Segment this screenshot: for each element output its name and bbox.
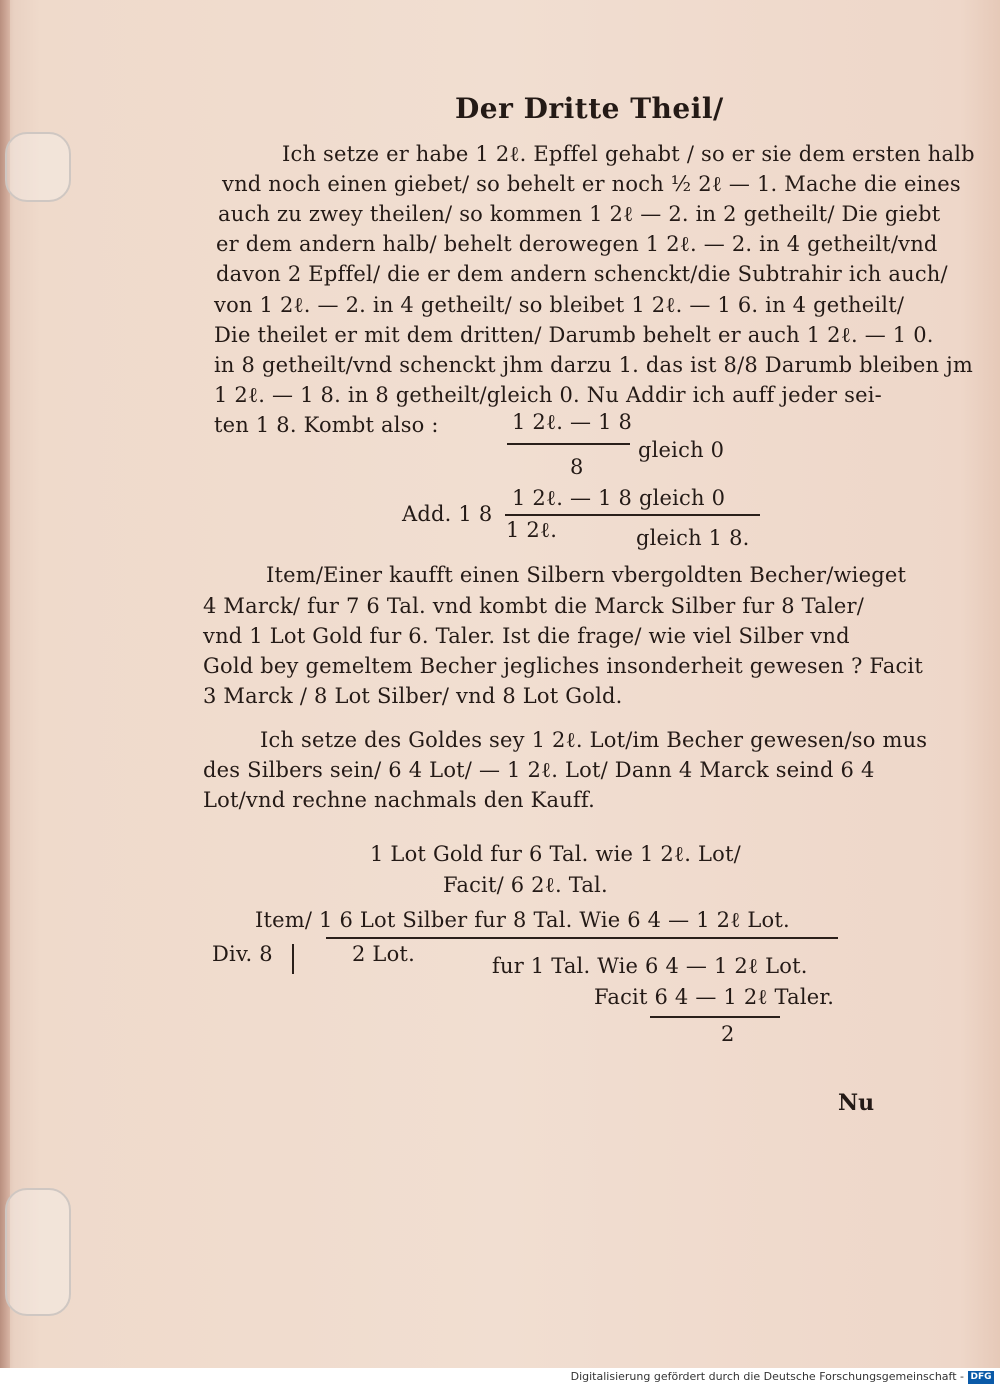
text-line: 1 2ℓ. — 1 8. in 8 getheilt/gleich 0. Nu Addir ich auff jeder sei- (214, 383, 882, 407)
facit-rule (650, 1016, 780, 1018)
equation-denominator: 8 (570, 455, 584, 479)
div-bar (292, 944, 294, 974)
text-line: davon 2 Epffel/ die er dem andern schenckt/die Subtrahir ich auch/ (216, 262, 948, 286)
calc-line: Facit 6 4 — 1 2ℓ Taler. (594, 985, 835, 1009)
dfg-logo-icon: DFG (968, 1371, 994, 1384)
add-label: Add. 1 8 (402, 502, 493, 526)
calc-line: Facit/ 6 2ℓ. Tal. (443, 873, 608, 897)
text-line: des Silbers sein/ 6 4 Lot/ — 1 2ℓ. Lot/ Dann 4 Marck seind 6 4 (203, 758, 875, 782)
page-clip-top (5, 132, 71, 202)
catchword: Nu (838, 1090, 875, 1116)
text-line: Die theilet er mit dem dritten/ Darumb behelt er auch 1 2ℓ. — 1 0. (214, 323, 934, 347)
equation-numerator: 1 2ℓ. — 1 8 (512, 410, 633, 434)
div-label: Div. 8 (212, 942, 273, 966)
text-line: vnd noch einen giebet/ so behelt er noch ½ 2ℓ — 1. Mache die eines (222, 172, 961, 196)
text-line: in 8 getheilt/vnd schenckt jhm darzu 1. das ist 8/8 Darumb bleiben jm (214, 353, 973, 377)
calc-rule (326, 937, 838, 939)
text-line: vnd 1 Lot Gold fur 6. Taler. Ist die frage/ wie viel Silber vnd (203, 624, 850, 648)
result-left: 1 2ℓ. (506, 518, 558, 542)
text-line: von 1 2ℓ. — 2. in 4 getheilt/ so bleibet 1 2ℓ. — 1 6. in 4 getheilt/ (214, 293, 905, 317)
text-line: Item/Einer kaufft einen Silbern vbergoldten Becher/wieget (266, 563, 907, 587)
calc-line: Item/ 1 6 Lot Silber fur 8 Tal. Wie 6 4 — 1 2ℓ Lot. (255, 908, 790, 932)
text-line: ten 1 8. Kombt also : (214, 413, 439, 437)
page-heading: Der Dritte Theil/ (455, 92, 724, 125)
text-line: er dem andern halb/ behelt derowegen 1 2ℓ. — 2. in 4 getheilt/vnd (216, 232, 938, 256)
text-line: Lot/vnd rechne nachmals den Kauff. (203, 788, 595, 812)
calc-line: fur 1 Tal. Wie 6 4 — 1 2ℓ Lot. (492, 954, 808, 978)
page-clip-bottom (5, 1188, 71, 1316)
text-line: 4 Marck/ fur 7 6 Tal. vnd kombt die Marck Silber fur 8 Taler/ (203, 594, 865, 618)
text-line: Ich setze des Goldes sey 1 2ℓ. Lot/im Becher gewesen/so mus (260, 728, 928, 752)
footer-bar (0, 1368, 1000, 1389)
facit-denominator: 2 (721, 1022, 735, 1046)
text-line: 3 Marck / 8 Lot Silber/ vnd 8 Lot Gold. (203, 684, 623, 708)
text-line: Ich setze er habe 1 2ℓ. Epffel gehabt / so er sie dem ersten halb (282, 142, 975, 166)
text-line: Gold bey gemeltem Becher jegliches insonderheit gewesen ? Facit (203, 654, 923, 678)
equation-gleich: gleich 0 (638, 438, 725, 462)
add-line: 1 2ℓ. — 1 8 gleich 0 (512, 486, 726, 510)
fraction-bar (507, 443, 630, 445)
footer-credit: Digitalisierung gefördert durch die Deutsche Forschungsgemeinschaft - (570, 1370, 964, 1383)
calc-line: 2 Lot. (352, 942, 415, 966)
text-line: auch zu zwey theilen/ so kommen 1 2ℓ — 2. in 2 getheilt/ Die giebt (218, 202, 941, 226)
sum-rule (505, 514, 760, 516)
result-right: gleich 1 8. (636, 526, 750, 550)
calc-line: 1 Lot Gold fur 6 Tal. wie 1 2ℓ. Lot/ (370, 842, 741, 866)
